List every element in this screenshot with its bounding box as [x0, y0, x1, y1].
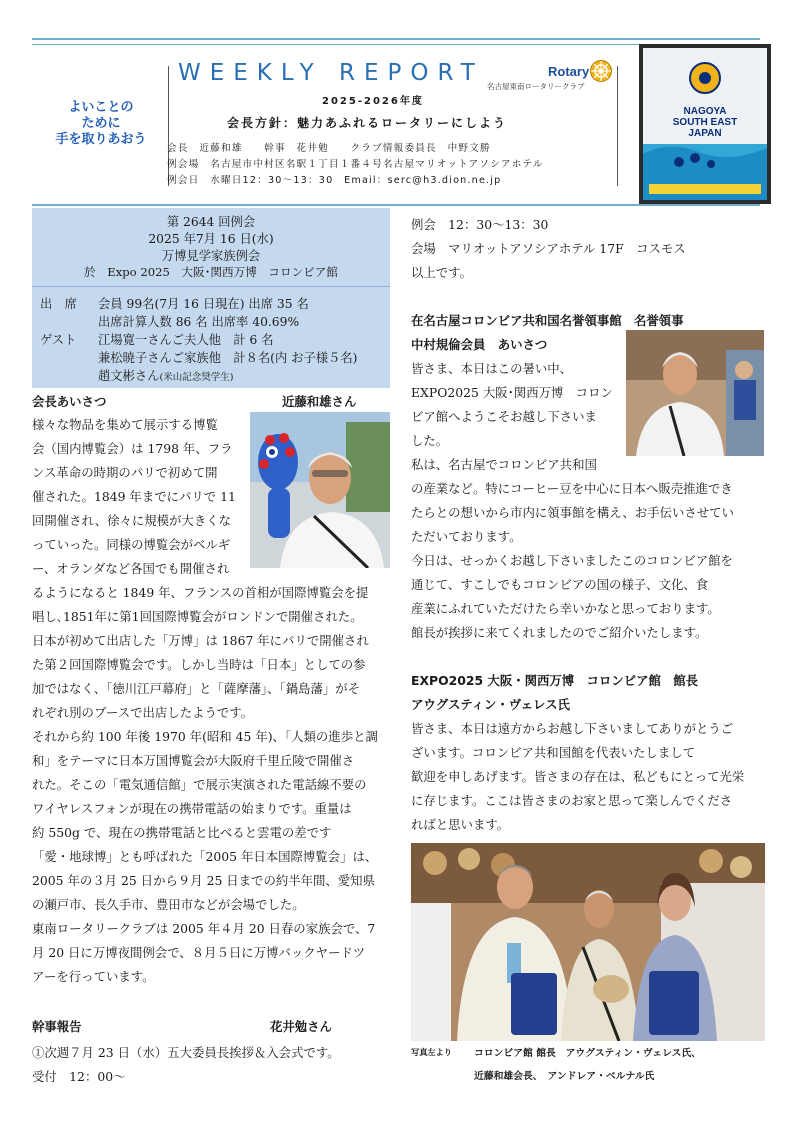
consul-photo [626, 330, 764, 456]
attendance-label: 出 席 [40, 297, 77, 311]
text-line: 2005 年の３月 25 日から９月 25 日までの約半年間、愛知県 [32, 873, 375, 888]
text-line: 約 550g で、現在の携帯電話と比べると雲電の差です [32, 825, 332, 840]
text-line: 和」をテーマに日本万国博覧会が大阪府千里丘陵で開催さ [32, 753, 355, 768]
newsletter-title: WEEKLY REPORT [178, 60, 484, 86]
attendance-members: 会員 99名(7月 16 日現在) 出席 35 名 [98, 297, 309, 311]
motto-line: ために [81, 116, 121, 131]
text-line: ればと思います。 [411, 817, 510, 832]
text-line: た第２回国際博覧会です。しかし当時は「日本」としての参 [32, 657, 366, 672]
text-line: した。 [411, 433, 449, 448]
text-line: たらとの想いから市内に領事館を構え、お手伝いさせてい [411, 505, 734, 520]
meeting-place: 於 Expo 2025 大阪･関西万博 コロンビア館 [84, 265, 338, 279]
photo-caption: 近藤和雄会長、 アンドレア・ベルナル氏 [474, 1071, 655, 1082]
text-line: 産業にふれていただけたら幸いかなと思っております。 [411, 601, 720, 616]
guest-note: (米山記念奨学生) [159, 372, 234, 383]
president-policy: 会長方針：魅力あふれるロータリーにしよう [227, 116, 508, 130]
text-line: 月 20 日に万博夜間例会で、８月５日に万博バックヤードツ [32, 945, 366, 960]
consul-heading: 在名古屋コロンビア共和国名誉領事館 名誉領事 [411, 313, 684, 328]
venue-line: 例会場 名古屋市中村区名駅１丁目１番４号名古屋マリオットアソシアホテル [167, 159, 544, 170]
text-line: 唱し､1851年に第1回国際博覧会がロンドンで開催された。 [32, 609, 363, 624]
text-line: ビア館へようこそお越し下さいま [411, 409, 597, 424]
guest-entry: 兼松暁子さんご家族他 計８名(内 お子様５名) [98, 351, 358, 365]
header-divider-right [617, 66, 618, 186]
summary-divider [32, 286, 390, 287]
text-line: 「愛・地球博」とも呼ばれた「2005 年日本国際博覧会」は、 [32, 849, 378, 864]
guest-entry [98, 366, 233, 384]
photo-caption: コロンビア館 館長 アウグスティン・ヴェレス氏、 [474, 1048, 701, 1059]
text-line: 歓迎を申しあげます。皆さまの存在は、私どもにとって光栄 [411, 769, 745, 784]
text-line: それから約 100 年後 1970 年(昭和 45 年)、｢人類の進歩と調 [32, 729, 378, 744]
text-line: っていった。同様の博覧会がベルギ [32, 537, 231, 552]
attendance-rate: 出席計算人数 86 名 出席率 40.69% [98, 315, 300, 329]
secretary-speaker: 花井勉さん [270, 1019, 332, 1034]
text-line: 様々な物品を集めて展示する博覧 [32, 417, 218, 432]
text-line: 催された。1849 年までにパリで 11 [32, 489, 236, 504]
president-speaker: 近藤和雄さん [282, 394, 357, 409]
text-line: EXPO2025 大阪･関西万博 コロン [411, 385, 613, 400]
text-line: 皆さま、本日はこの暑い中、 [411, 361, 573, 376]
text-line: ただいております。 [411, 529, 522, 544]
banner-text: SOUTH EAST [672, 117, 738, 128]
text-line: に存じます。ここは皆さまのお家と思って楽しんでくださ [411, 793, 733, 808]
secretary-report-heading: 幹事報告 [32, 1019, 82, 1034]
meeting-number: 第 2644 回例会 [166, 215, 256, 229]
text-line: 回開催され、徐々に規模が大きくな [32, 513, 231, 528]
text-line: アーを行っています。 [32, 969, 155, 984]
text-line: ワイヤレスフォンが現在の携帯電話の始まりです。重量は [32, 801, 352, 816]
group-photo [411, 843, 765, 1041]
meeting-date: 2025 年7月 16 日(水) [148, 232, 274, 246]
text-line: 通じて、すこしでもコロンビアの国の様子、文化、食 [411, 577, 709, 592]
text-line: 会場 マリオットアソシアホテル 17F コスモス [411, 241, 686, 256]
top-rule [32, 38, 760, 40]
officers-line: 会長 近藤和雄 幹事 花井勉 クラブ情報委員長 中野文勝 [167, 143, 491, 154]
rotary-wordmark: Rotary [548, 64, 590, 79]
club-name: 名古屋東南ロータリークラブ [487, 82, 585, 91]
text-line: るようになると 1849 年、フランスの首相が国際博覧会を提 [32, 585, 369, 600]
text-line: ー、オランダなど各国でも開催され [32, 561, 230, 576]
motto-line: よいことの [68, 100, 134, 115]
text-line: 受付 12：00～ [32, 1069, 126, 1084]
president-greeting-heading: 会長あいさつ [32, 394, 107, 409]
text-line: 加ではなく、「徳川江戸幕府」と「薩摩藩」、「鍋島藩」がそ [32, 681, 361, 696]
rotary-wheel-icon [589, 59, 613, 83]
text-line: 私は、名古屋でコロンビア共和国 [411, 457, 597, 472]
club-banner-image [639, 44, 771, 204]
fiscal-year: 2025-2026年度 [322, 96, 424, 107]
text-line: れぞれ別のブースで出店したようです。 [32, 705, 254, 720]
header-bottom-rule [32, 204, 760, 206]
text-line: 皆さま、本日は遠方からお越し下さいましてありがとうご [411, 721, 734, 736]
text-line: の産業など。特にコーヒー豆を中心に日本へ販売推進でき [411, 481, 733, 496]
director-heading-name: アウグスティン・ヴェレス氏 [411, 697, 570, 712]
text-line: 以上です。 [411, 265, 472, 280]
text-line: ンス革命の時期のパリで初めて開 [32, 465, 218, 480]
text-line: の瀬戸市、長久手市、豊田市などが会場でした。 [32, 897, 305, 912]
text-line: 今日は、せっかくお越し下さいましたこのコロンビア館を [411, 553, 733, 568]
text-line: 館長が挨拶に来てくれましたのでご紹介いたします。 [411, 625, 708, 640]
motto-line: 手を取りあおう [55, 132, 147, 147]
text-line: 日本が初めて出店した「万博」は 1867 年にパリで開催され [32, 633, 369, 648]
text-line: 例会 12：30～13：30 [411, 217, 549, 232]
text-line: 会（国内博覧会）は 1798 年、フラ [32, 441, 233, 456]
guest-name: 趙文彬さん [98, 369, 160, 383]
club-motto [36, 100, 166, 148]
banner-text: JAPAN [688, 128, 722, 139]
meeting-line: 例会日 水曜日12：30～13：30 Email：serc@h3.dion.ne.jp [167, 175, 502, 186]
text-line: ①次週７月 23 日（水）五大委員長挨拶＆入会式です。 [32, 1045, 340, 1060]
guest-label: ゲスト [40, 333, 77, 347]
guest-entry: 江場寛一さんご夫人他 計 6 名 [98, 333, 274, 347]
consul-heading-name: 中村規倫会員 あいさつ [411, 337, 548, 352]
meeting-summary-box [32, 208, 390, 388]
text-line: 東南ロータリークラブは 2005 年４月 20 日春の家族会で、7 [32, 921, 376, 936]
text-line: ざいます。コロンビア共和国館を代表いたしまして [411, 745, 695, 760]
director-heading: EXPO2025 大阪・関西万博 コロンビア館 館長 [411, 673, 699, 688]
banner-text: NAGOYA [683, 106, 727, 117]
meeting-event: 万博見学家族例会 [161, 249, 261, 263]
text-line: れた。そこの「電気通信館」で展示実演された電話線不要の [32, 777, 367, 792]
president-photo [250, 412, 390, 568]
caption-prefix: 写真左より [411, 1047, 452, 1057]
